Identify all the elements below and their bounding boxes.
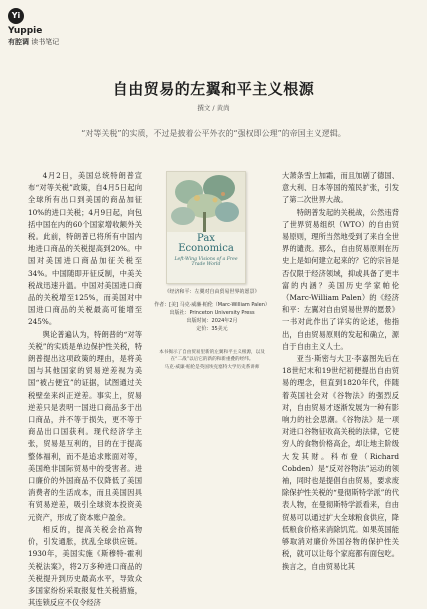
book-note-line: 本书揭示了自由贸易里新的左翼和平主义根源，以及在“二战”以后它的新的和新重叠的经纬。 (159, 350, 265, 363)
body-paragraph: 舆论普遍认为，特朗普的“对等关税”的实质是单边保护性关税，特朗普提出这项政策的理由，是将美国与其他国家的贸易逆差视为美国“被占便宜”的证据，试图通过关税壁垒来纠正逆差。事实上，贸易逆差只是表明一国进口商品多于出口商品，并不等于损失，更不等于商品出口国获利。现代经济学主张，贸易是互利的，目的在于提高整体福利，而不是追求账面对等，美国绝非国际贸易中的受害者。进口廉价的外国商品不仅降低了美国消费者的生活成本，而且美国因具有贸易逆差，吸引全球资本投资美元资产，形成了资本账户盈余。 (28, 329, 142, 522)
body-column-left (28, 170, 142, 609)
body-paragraph: 相反的，提高关税会抬高物价，引发通胀，扰乱全球供应链。1930年，美国实施《斯穆特-霍利关税法案》，将2万多种进口商品的关税提升到历史最高水平，导致众多国家纷纷采取报复性关税措施，其连锁反应不仅令经济 (28, 524, 142, 608)
book-cover-subtitle: Left-Wing Visions of a Free Trade World (174, 257, 238, 268)
book-caption: 《经济和平：左翼对自由贸易世界的愿景》 (164, 289, 260, 295)
brand-logo[interactable]: Yi (8, 8, 24, 24)
book-meta-line: 作者：[美] 马克·威廉·帕伦（Marc-William Palen） (154, 302, 270, 308)
brand-sub-rest: 读书笔记 (31, 38, 60, 46)
book-meta-line: 出版社：Princeton University Press (169, 310, 255, 316)
book-note-line: 马克-威廉·帕伦是英国埃克塞特大学历史系讲师 (164, 364, 260, 370)
body-column-right (282, 170, 399, 573)
brand-subtitle (8, 37, 59, 47)
article-title: 自由贸易的左翼和平主义根源 (112, 80, 315, 98)
book-meta-line: 出版时间：2024年2月 (186, 318, 238, 324)
brand-header (8, 8, 128, 48)
book-cover-title-line: Pax (197, 233, 215, 244)
book-cover-title-line: Economica (178, 243, 234, 254)
article-lede: “对等关税”的实质，不过是披着公平外衣的“强权即公理”的帝国主义逻辑。 (81, 129, 346, 138)
body-paragraph: 特朗普发起的关税战，公然违背了世界贸易组织（WTO）的自由贸易原则，理所当然地受到了来自全世界的谴责。那么，自由贸易原则在历史上是如何建立起来的？它的宗旨是否仅限于经济领域，抑或具备了更丰富的内涵？美国历史学家帕伦（Marc-William Palen）的《经济和平：左翼对自由贸易世界的愿景》一书对此作出了详实的论述，他指出，自由贸易原则的发起和确立，源自于自由主义人士。 (282, 207, 399, 351)
book-cover-illustration (167, 172, 245, 232)
book-cover-title (167, 234, 245, 254)
brand-name: Yuppie (8, 26, 43, 36)
article-byline: 撰文 / 黄尚 (197, 104, 230, 112)
book-note (154, 349, 270, 371)
book-cover (166, 171, 246, 284)
body-paragraph: 亚当·斯密与大卫·李嘉图先后在18世纪末和19世纪初便提出自由贸易的理念，但直到1820年代，伴随着英国社会对《谷物法》的强烈反对，自由贸易才逐渐发展为一种有影响力的社会思潮。《谷物法》是一项对进口谷物征收高关税的法律，它使穷人的食物价格高企，却让地主阶级大发其财。科布登（Richard Cobden）是“反对谷物法”运动的领袖，同时也是提倡自由贸易，要求废除保护性关税的“曼彻斯特学派”的代表人物，在曼彻斯特学派看来，自由贸易可以通过扩大全球粮食供应，降低粮食价格来消除饥荒。如果英国能够取消对廉价外国谷物的保护性关税，就可以让每个家庭都有面包吃。换言之，自由贸易比其 (282, 354, 399, 571)
book-meta (148, 301, 276, 333)
book-meta-line: 定价：35美元 (196, 326, 228, 332)
body-paragraph: 大萧条雪上加霜，而且加剧了德国、意大利、日本等国的殖民扩张，引发了第二次世界大战。 (282, 171, 399, 205)
body-paragraph: 4月2日，美国总统特朗普宣布“对等关税”政策，自4月5日起向全球所有出口到美国的商品加征10%的进口关税；4月9日起，向包括中国在内的60个国家增收额外关税。此前，特朗普已将所有中国内地进口商品的关税提高到20%。中国对美国进口商品加征关税至34%。中国随即开征反制，中美关税战迅速升温。中国对美国进口商品的关税增至125%，而美国对中国进口商品的关税最高可能增至245%。 (28, 171, 142, 327)
brand-sub-strong: 有腔调 (8, 38, 29, 46)
